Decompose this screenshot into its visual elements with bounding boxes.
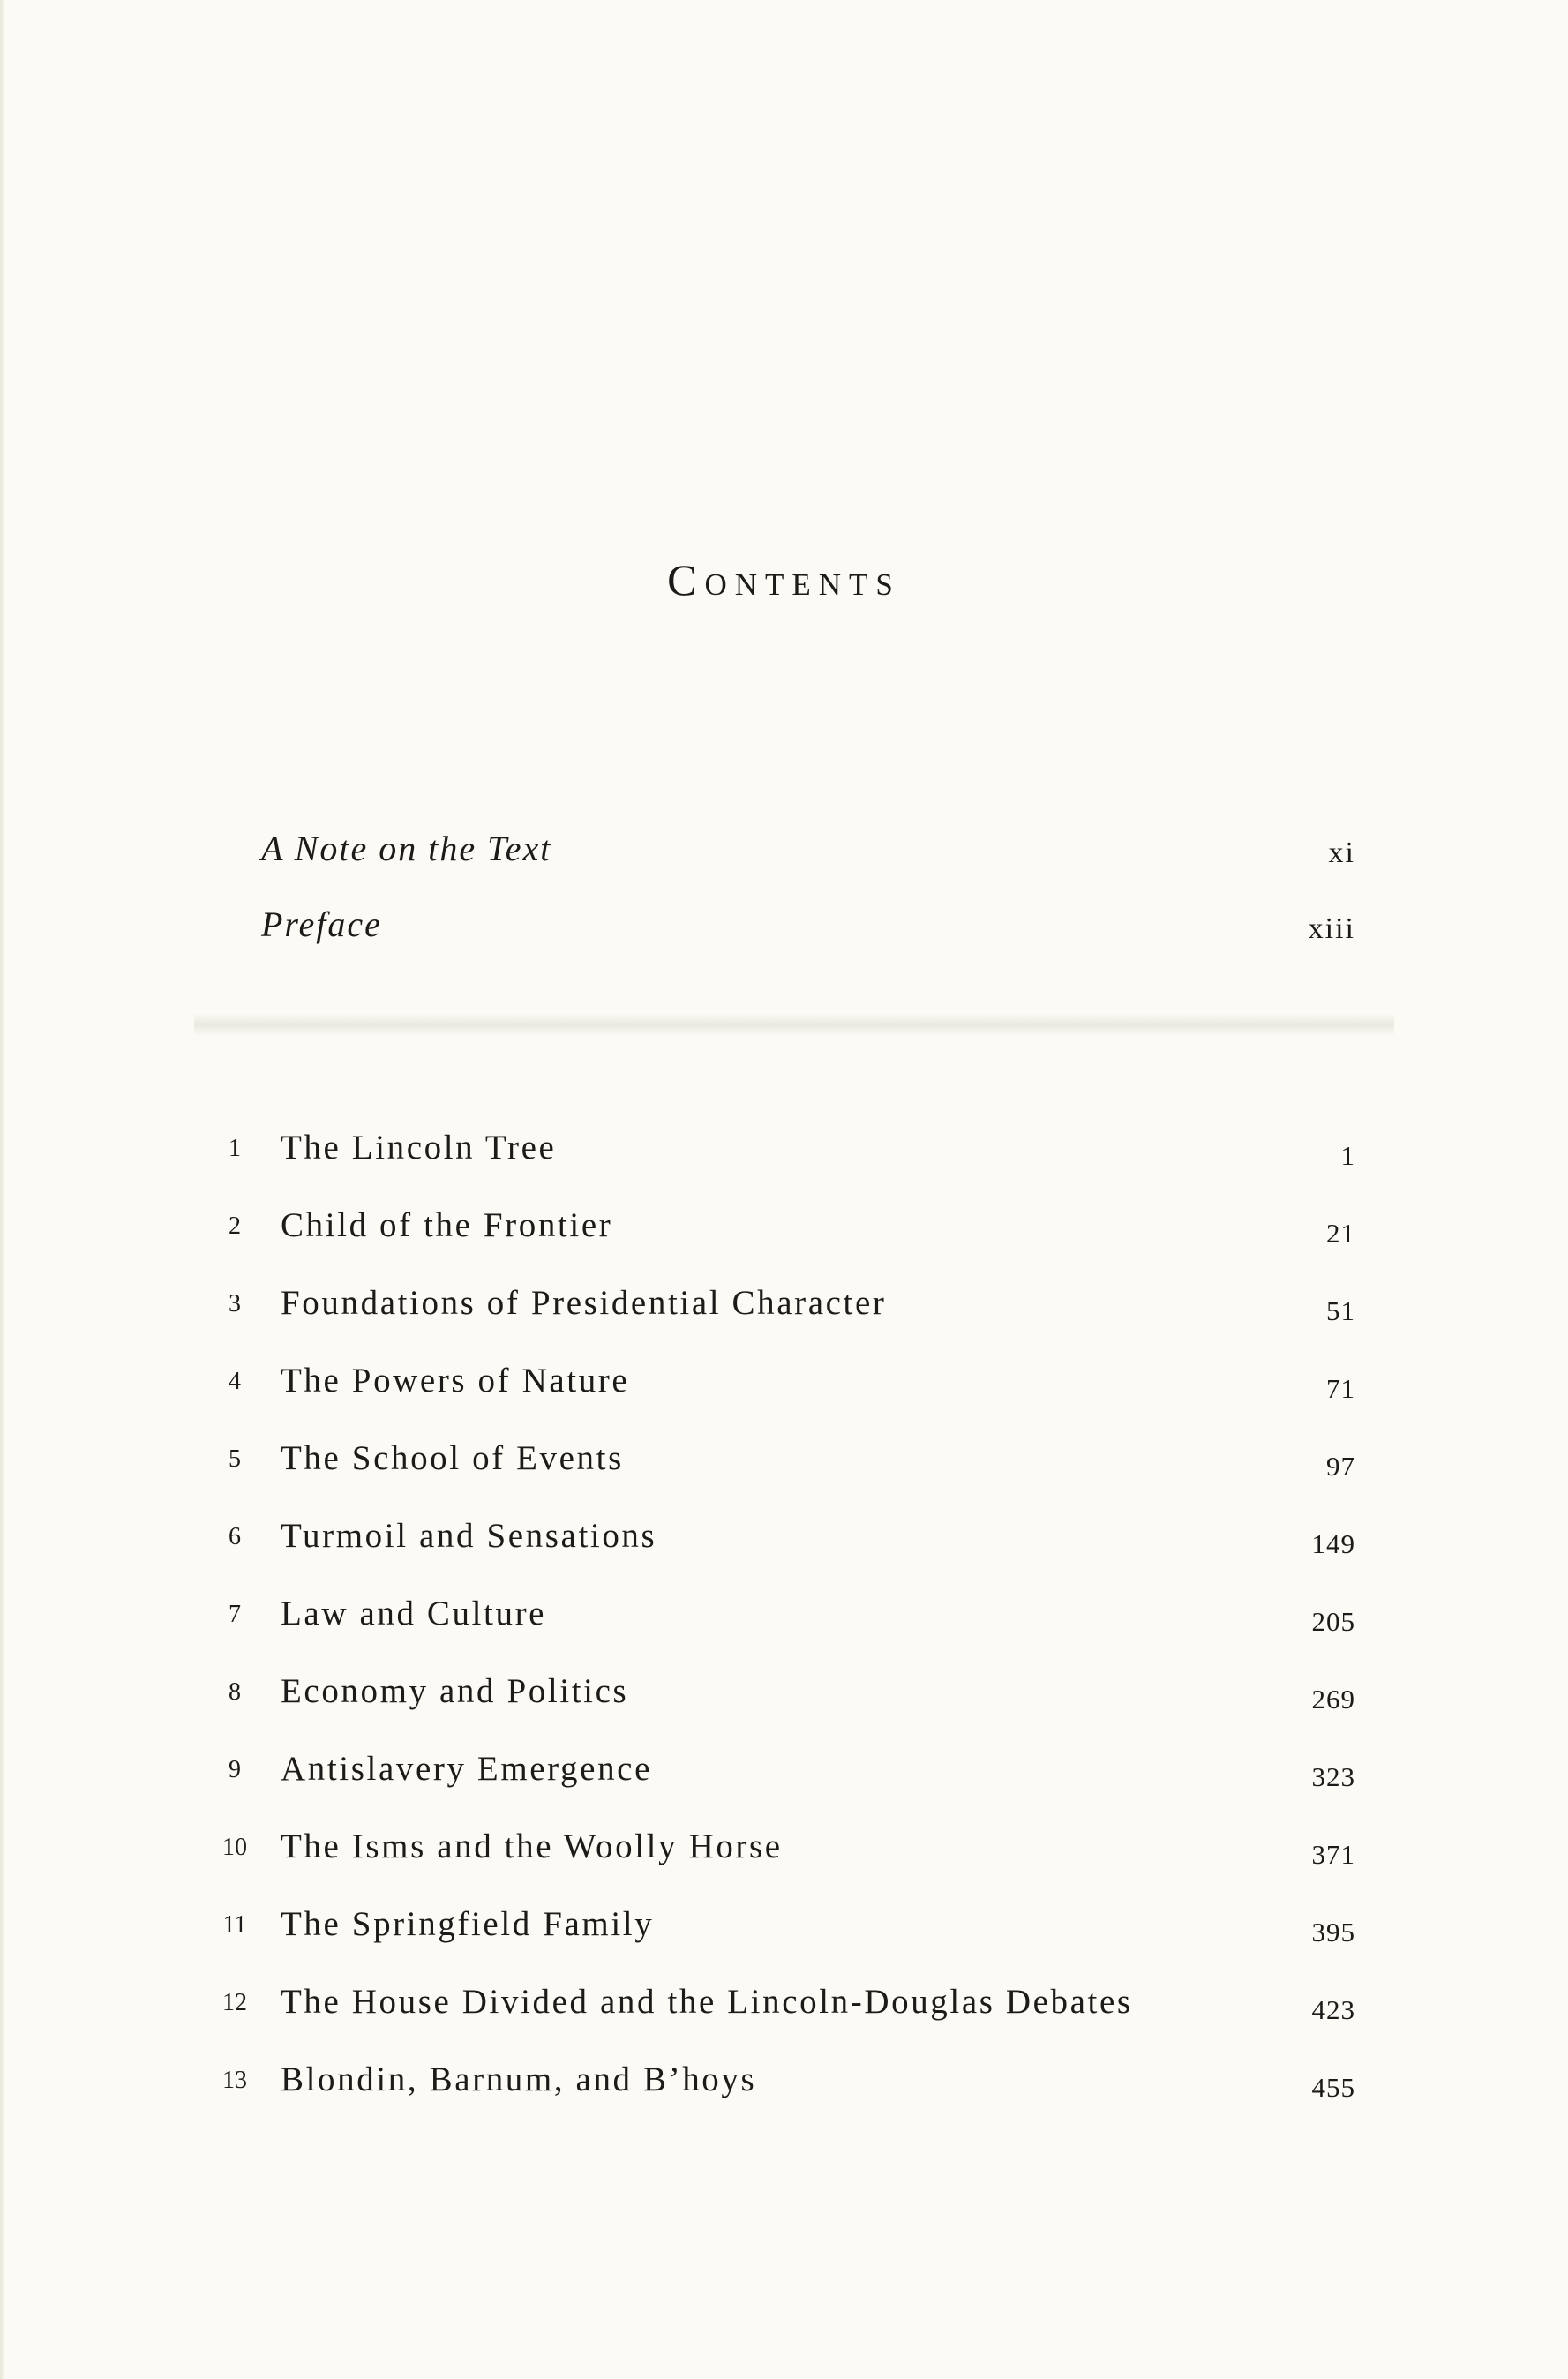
- chapter-entry[interactable]: [212, 1128, 1355, 1190]
- chapter-number: 4: [229, 1368, 241, 1395]
- chapter-page: 21: [1326, 1218, 1355, 1249]
- chapter-title: The House Divided and the Lincoln-Douglas Debates: [281, 1983, 1133, 2021]
- front-matter-page: xi: [1328, 837, 1355, 869]
- chapter-title: Child of the Frontier: [281, 1206, 613, 1244]
- chapter-title: The Lincoln Tree: [281, 1129, 557, 1167]
- chapter-number: 8: [229, 1678, 241, 1706]
- chapter-page: 51: [1326, 1295, 1355, 1326]
- contents-heading: Contents: [667, 555, 901, 604]
- chapter-title: Turmoil and Sensations: [281, 1517, 657, 1555]
- chapter-number: 12: [222, 1989, 247, 2016]
- chapter-number: 6: [229, 1523, 241, 1550]
- chapter-entry[interactable]: [212, 1205, 1355, 1267]
- front-matter-note-on-text[interactable]: [261, 828, 1355, 881]
- front-matter-page: xiii: [1308, 912, 1355, 945]
- chapter-number: 2: [229, 1212, 241, 1240]
- chapter-entry[interactable]: [212, 1904, 1355, 1966]
- scan-artifact-band: [194, 1013, 1394, 1036]
- chapter-title: Foundations of Presidential Character: [281, 1284, 887, 1322]
- chapter-number: 3: [229, 1290, 241, 1317]
- chapter-title: The Powers of Nature: [281, 1362, 630, 1400]
- chapter-title: The School of Events: [281, 1439, 624, 1477]
- chapter-entry[interactable]: [212, 1438, 1355, 1500]
- chapter-page: 455: [1311, 2072, 1355, 2103]
- chapter-entry[interactable]: [212, 1749, 1355, 1811]
- chapter-title: Law and Culture: [281, 1595, 547, 1632]
- chapter-page: 323: [1311, 1761, 1355, 1792]
- chapter-entry[interactable]: [212, 1671, 1355, 1733]
- chapter-number: 9: [229, 1756, 241, 1783]
- chapter-entry[interactable]: [212, 1283, 1355, 1345]
- chapter-entry[interactable]: [212, 2060, 1355, 2121]
- chapter-title: The Isms and the Woolly Horse: [281, 1827, 783, 1865]
- chapter-entry[interactable]: [212, 1361, 1355, 1422]
- chapter-page: 371: [1311, 1839, 1355, 1870]
- chapter-number: 10: [222, 1834, 247, 1861]
- front-matter-preface[interactable]: [261, 904, 1355, 957]
- chapter-number: 1: [229, 1135, 241, 1162]
- chapter-title: Blondin, Barnum, and B’hoys: [281, 2060, 757, 2098]
- chapter-title: Economy and Politics: [281, 1672, 629, 1710]
- chapter-entry[interactable]: [212, 1982, 1355, 2044]
- chapter-number: 11: [222, 1911, 247, 1939]
- chapter-number: 13: [222, 2067, 247, 2094]
- chapter-page: 395: [1311, 1917, 1355, 1947]
- chapter-page: 71: [1326, 1373, 1355, 1404]
- chapter-entry[interactable]: [212, 1516, 1355, 1578]
- chapter-page: 205: [1311, 1606, 1355, 1637]
- front-matter-label: A Note on the Text: [261, 829, 552, 868]
- chapter-page: 97: [1326, 1451, 1355, 1482]
- chapter-page: 269: [1311, 1684, 1355, 1715]
- chapter-number: 7: [229, 1601, 241, 1628]
- front-matter-label: Preface: [261, 904, 382, 944]
- page-edge-shadow: [0, 0, 5, 2379]
- chapter-page: 423: [1311, 1994, 1355, 2025]
- chapter-number: 5: [229, 1445, 241, 1473]
- chapter-title: Antislavery Emergence: [281, 1750, 652, 1788]
- chapter-page: 1: [1340, 1140, 1355, 1171]
- chapter-title: The Springfield Family: [281, 1905, 655, 1943]
- chapter-entry[interactable]: [212, 1594, 1355, 1655]
- chapter-entry[interactable]: [212, 1827, 1355, 1888]
- chapter-page: 149: [1311, 1528, 1355, 1559]
